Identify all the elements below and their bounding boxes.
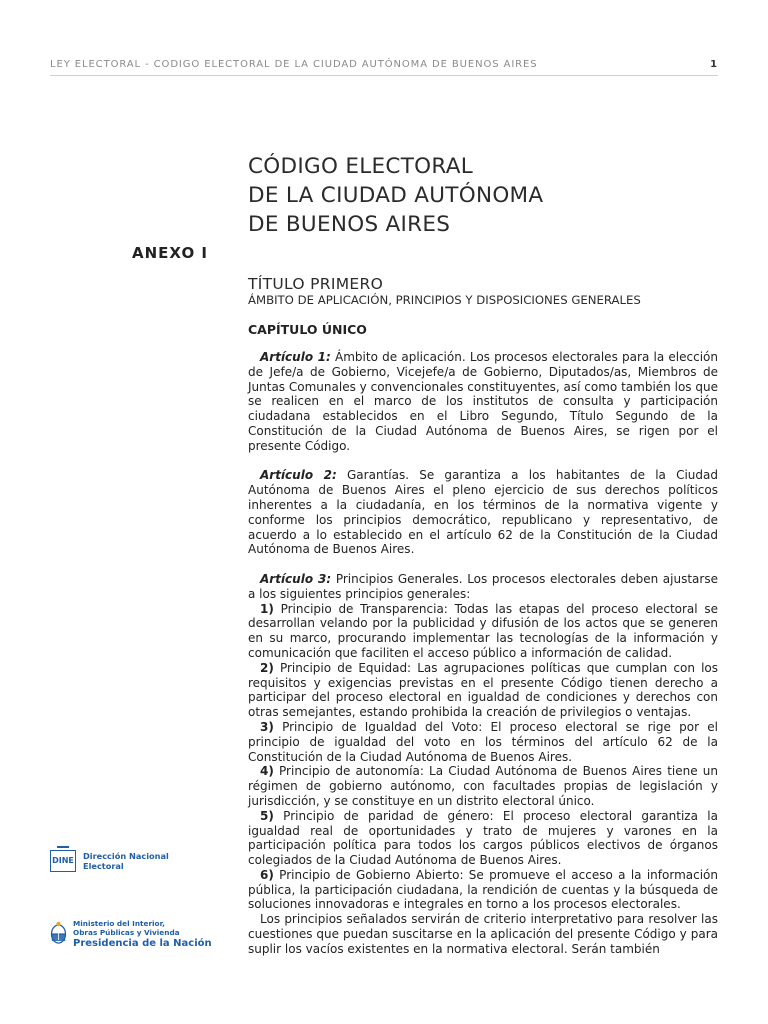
document-title-line: CÓDIGO ELECTORAL: [248, 154, 474, 179]
principle-number: 6): [260, 867, 274, 882]
document-title: [248, 152, 543, 239]
capitulo-heading: CAPÍTULO ÚNICO: [248, 322, 367, 337]
running-header-title: LEY ELECTORAL - CODIGO ELECTORAL DE LA CIUDAD AUTÓNOMA DE BUENOS AIRES: [50, 59, 538, 70]
ministry-name-line: Obras Públicas y Vivienda: [73, 927, 180, 937]
principle-text: Principio de Transparencia: Todas las etapas del proceso electoral se desarrollan velando por la publicidad y difusión de los actos que se generen en su marco, procurando implementar las tecnologías de la información y comunicación que faciliten el acceso público a información de calidad.: [248, 601, 718, 660]
titulo-heading: TÍTULO PRIMERO: [248, 275, 384, 293]
principle-number: 2): [260, 660, 274, 675]
principle-item: [248, 661, 718, 720]
dine-name-line: Dirección Nacional: [83, 851, 169, 861]
article-label: Artículo 2:: [260, 468, 337, 483]
principle-number: 3): [260, 719, 274, 734]
presidency-name: Presidencia de la Nación: [73, 938, 212, 949]
article-2: [248, 468, 718, 557]
article-3: [248, 572, 718, 602]
principle-text: Principio de autonomía: La Ciudad Autónoma de Buenos Aires tiene un régimen de gobierno autónomo, con facultades propias de legislación y jurisdicción, y se constituye en un distrito electoral único.: [248, 764, 718, 808]
article-1: [248, 350, 718, 454]
header-divider: [50, 75, 718, 76]
principle-item: [248, 868, 718, 912]
dine-name: [83, 852, 169, 871]
document-title-line: DE BUENOS AIRES: [248, 212, 451, 237]
principle-item: [248, 809, 718, 868]
annex-heading: ANEXO I: [132, 244, 208, 262]
ministry-name-line: Ministerio del Interior,: [73, 919, 165, 928]
page-number: 1: [710, 59, 718, 70]
running-header: [50, 59, 718, 73]
principle-text: Principio de paridad de género: El proceso electoral garantiza la igualdad real de oportunidades y trato de mujeres y varones en la participación política para todos los cargos públicos electivos de órganos colegiados de la Ciudad Autónoma de Buenos Aires.: [248, 808, 718, 868]
article-text: Principios Generales. Los procesos electorales deben ajustarse a los siguientes principios generales:: [248, 571, 718, 601]
article-label: Artículo 1:: [260, 350, 331, 364]
principle-number: 4): [260, 764, 274, 779]
dine-mark: DINE: [50, 850, 76, 872]
coat-of-arms-icon: [50, 921, 67, 945]
principle-text: Principio de Gobierno Abierto: Se promueve el acceso a la información pública, la participación ciudadana, la rendición de cuentas y la búsqueda de soluciones innovadoras e integrales en torno a los procesos electorales.: [248, 867, 718, 912]
principle-text: Principio de Equidad: Las agrupaciones políticas que cumplan con los requisitos y exigencias previstas en el presente Código tienen derecho a participar del proceso electoral en igualdad de condiciones y derechos con otras semejantes, estando prohibida la creación de privilegios o ventajas.: [248, 660, 718, 720]
dine-logo: [50, 846, 230, 876]
titulo-subtitle: ÁMBITO DE APLICACIÓN, PRINCIPIOS Y DISPOSICIONES GENERALES: [248, 293, 641, 307]
principle-number: 1): [260, 601, 274, 616]
principle-item: [248, 764, 718, 808]
principle-text: Principio de Igualdad del Voto: El proceso electoral se rige por el principio de igualdad del voto en los términos del artículo 62 de la Constitución de la Ciudad Autónoma de Buenos Aires.: [248, 719, 718, 764]
articles-body: [248, 350, 718, 957]
principle-item: [248, 602, 718, 661]
article-text: Garantías. Se garantiza a los habitantes de la Ciudad Autónoma de Buenos Aires el pleno ejercicio de sus derechos políticos inherentes a la ciudadanía, en los términos de la normativa vigente y conforme los principios democrático, republicano y representativo, de acuerdo a lo establecido en el artículo 62 de la Constitución de la Ciudad Autónoma de Buenos Aires.: [248, 468, 718, 557]
ministry-logo: [50, 918, 240, 952]
dine-name-line: Electoral: [83, 860, 124, 871]
document-title-line: DE LA CIUDAD AUTÓNOMA: [248, 183, 544, 208]
article-text: Ámbito de aplicación. Los procesos electorales para la elección de Jefe/a de Gobierno, Vicejefe/a de Gobierno, Diputados/as, Miembros de Juntas Comunales y convencionales constituyentes, así como también los que se realicen en el marco de los institutos de consulta y participación ciudadana establecidos en el Libro Segundo, Título Segundo de la Constitución de la Ciudad Autónoma de Buenos Aires, se rigen por el presente Código.: [248, 350, 718, 453]
principle-item: [248, 720, 718, 764]
principle-number: 5): [260, 808, 274, 823]
article-label: Artículo 3:: [260, 571, 332, 586]
closing-paragraph: Los principios señalados servirán de criterio interpretativo para resolver las cuestiones que puedan suscitarse en la aplicación del presente Código y para suplir los vacíos existentes en la normativa electoral. Serán también: [248, 912, 718, 956]
ministry-name: [73, 920, 180, 937]
